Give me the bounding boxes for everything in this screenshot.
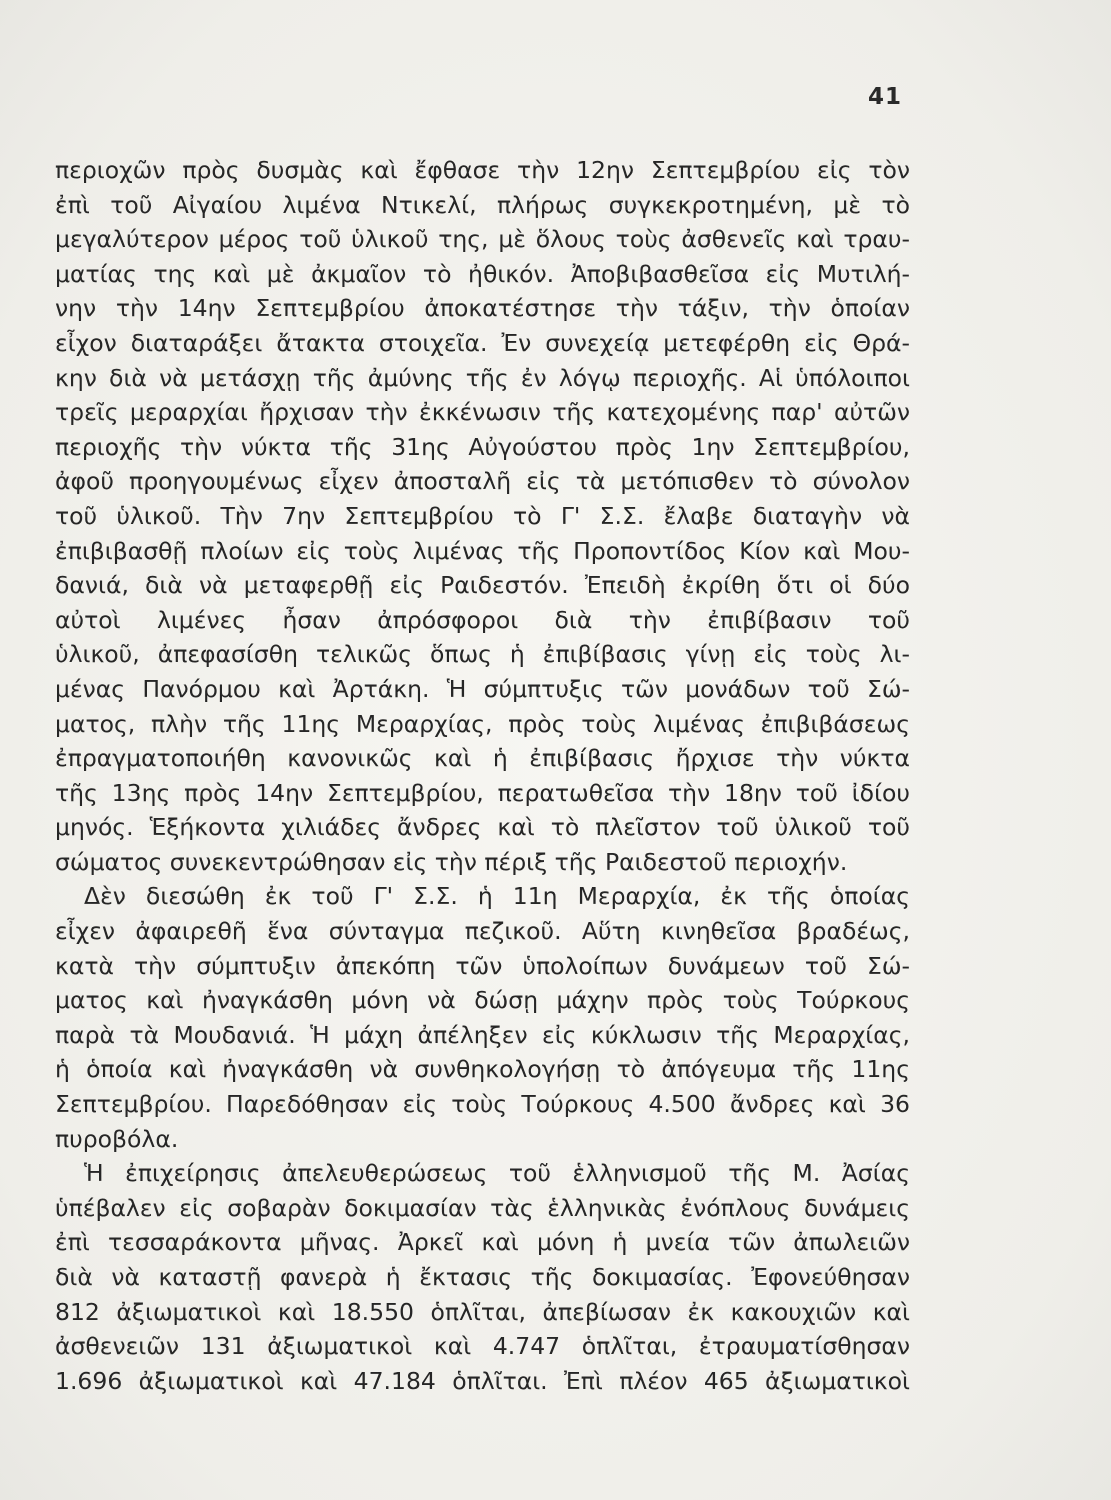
text-line: μένας Πανόρμου καὶ Ἀρτάκη. Ἡ σύμπτυξις τῶν μονάδων τοῦ Σώ- xyxy=(55,674,910,703)
text-line: εἶχον διαταράξει ἄτακτα στοιχεῖα. Ἐν συνεχείᾳ μετεφέρθη εἰς Θρά- xyxy=(55,328,910,357)
text-line: μεγαλύτερον μέρος τοῦ ὑλικοῦ της, μὲ ὅλους τοὺς ἀσθενεῖς καὶ τραυ- xyxy=(55,225,910,254)
text-line: κατὰ τὴν σύμπτυξιν ἀπεκόπη τῶν ὑπολοίπων δυνάμεων τοῦ Σώ- xyxy=(55,951,910,980)
text-line: τρεῖς μεραρχίαι ἤρχισαν τὴν ἐκκένωσιν τῆς κατεχομένης παρ' αὐτῶν xyxy=(55,398,910,427)
text-line: νην τὴν 14ην Σεπτεμβρίου ἀποκατέστησε τὴν τάξιν, τὴν ὁποίαν xyxy=(55,294,910,323)
text-line: τῆς 13ης πρὸς 14ην Σεπτεμβρίου, περατωθεῖσα τὴν 18ην τοῦ ἰδίου xyxy=(55,778,910,807)
text-line: περιοχῶν πρὸς δυσμὰς καὶ ἔφθασε τὴν 12ην Σεπτεμβρίου εἰς τὸν xyxy=(55,156,910,184)
text-line: τοῦ ὑλικοῦ. Τὴν 7ην Σεπτεμβρίου τὸ Γ' Σ.Σ. ἔλαβε διαταγὴν νὰ xyxy=(55,501,910,530)
text-line: ὑπέβαλεν εἰς σοβαρὰν δοκιμασίαν τὰς ἑλληνικὰς ἐνόπλους δυνάμεις xyxy=(55,1193,910,1222)
text-line: Δὲν διεσώθη ἐκ τοῦ Γ' Σ.Σ. ἡ 11η Μεραρχία, ἐκ τῆς ὁποίας xyxy=(84,882,910,911)
text-line: 1.696 ἀξιωματικοὶ καὶ 47.184 ὁπλῖται. Ἐπὶ πλέον 465 ἀξιωματικοὶ xyxy=(55,1366,910,1395)
text-line: 812 ἀξιωματικοὶ καὶ 18.550 ὁπλῖται, ἀπεβίωσαν ἐκ κακουχιῶν καὶ xyxy=(55,1297,910,1326)
text-line: ἀσθενειῶν 131 ἀξιωματικοὶ καὶ 4.747 ὁπλῖται, ἐτραυματίσθησαν xyxy=(55,1332,910,1361)
text-line: ματος, πλὴν τῆς 11ης Μεραρχίας, πρὸς τοὺς λιμένας ἐπιβιβάσεως xyxy=(55,709,910,738)
text-line: περιοχῆς τὴν νύκτα τῆς 31ης Αὐγούστου πρὸς 1ην Σεπτεμβρίου, xyxy=(55,432,910,461)
body-text xyxy=(55,153,910,1398)
text-line: αὐτοὶ λιμένες ἦσαν ἀπρόσφοροι διὰ τὴν ἐπιβίβασιν τοῦ xyxy=(55,605,910,634)
text-line: ὑλικοῦ, ἀπεφασίσθη τελικῶς ὅπως ἡ ἐπιβίβασις γίνῃ εἰς τοὺς λι- xyxy=(55,640,910,669)
text-line: πυροβόλα. xyxy=(55,1124,179,1153)
text-line: διὰ νὰ καταστῇ φανερὰ ἡ ἔκτασις τῆς δοκιμασίας. Ἐφονεύθησαν xyxy=(55,1263,910,1291)
page-number: 41 xyxy=(868,84,903,110)
text-line: Σεπτεμβρίου. Παρεδόθησαν εἰς τοὺς Τούρκους 4.500 ἄνδρες καὶ 36 xyxy=(55,1090,910,1119)
text-line: ματος καὶ ἠναγκάσθη μόνη νὰ δώσῃ μάχην πρὸς τοὺς Τούρκους xyxy=(55,986,910,1015)
text-line: ἐπιβιβασθῇ πλοίων εἰς τοὺς λιμένας τῆς Προποντίδος Κίον καὶ Μου- xyxy=(55,536,910,565)
text-line: παρὰ τὰ Μουδανιά. Ἡ μάχη ἀπέληξεν εἰς κύκλωσιν τῆς Μεραρχίας, xyxy=(55,1020,910,1049)
text-line: ἀφοῦ προηγουμένως εἶχεν ἀποσταλῆ εἰς τὰ μετόπισθεν τὸ σύνολον xyxy=(55,467,910,496)
text-line: ἡ ὁποία καὶ ἠναγκάσθη νὰ συνθηκολογήσῃ τὸ ἀπόγευμα τῆς 11ης xyxy=(55,1055,910,1084)
text-line: δανιά, διὰ νὰ μεταφερθῇ εἰς Ραιδεστόν. Ἐπειδὴ ἐκρίθη ὅτι οἱ δύο xyxy=(55,571,910,600)
text-line: ἐπραγματοποιήθη κανονικῶς καὶ ἡ ἐπιβίβασις ἤρχισε τὴν νύκτα xyxy=(55,744,910,773)
text-line: Ἡ ἐπιχείρησις ἀπελευθερώσεως τοῦ ἑλληνισμοῦ τῆς Μ. Ἀσίας xyxy=(84,1159,910,1188)
text-line: μηνός. Ἑξήκοντα χιλιάδες ἄνδρες καὶ τὸ πλεῖστον τοῦ ὑλικοῦ τοῦ xyxy=(55,813,910,842)
text-line: ἐπὶ τοῦ Αἰγαίου λιμένα Ντικελί, πλήρως συγκεκροτημένη, μὲ τὸ xyxy=(55,190,910,219)
text-line: ματίας της καὶ μὲ ἀκμαῖον τὸ ἠθικόν. Ἀποβιβασθεῖσα εἰς Μυτιλή- xyxy=(55,259,910,288)
text-line: σώματος συνεκεντρώθησαν εἰς τὴν πέριξ τῆς Ραιδεστοῦ περιοχήν. xyxy=(55,847,848,876)
text-line: εἶχεν ἀφαιρεθῆ ἕνα σύνταγμα πεζικοῦ. Αὕτη κινηθεῖσα βραδέως, xyxy=(55,917,910,946)
text-line: κην διὰ νὰ μετάσχῃ τῆς ἀμύνης τῆς ἐν λόγῳ περιοχῆς. Αἱ ὑπόλοιποι xyxy=(55,363,910,392)
text-line: ἐπὶ τεσσαράκοντα μῆνας. Ἀρκεῖ καὶ μόνη ἡ μνεία τῶν ἀπωλειῶν xyxy=(55,1228,910,1257)
